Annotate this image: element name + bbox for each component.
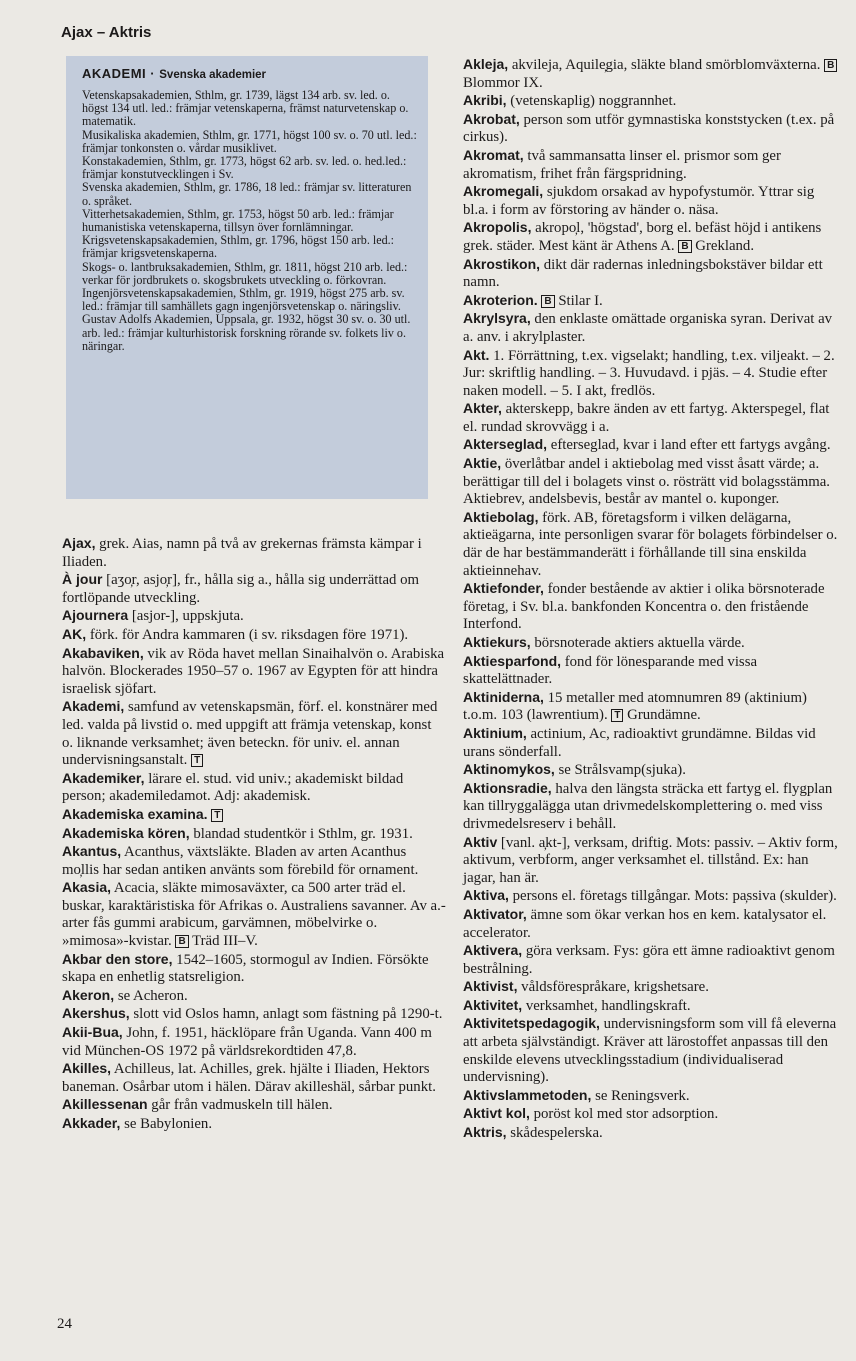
entry-definition: halva den längsta sträcka ett fartyg el. flygplan kan tillryggalägga utan drivmedelskomplettering o. med viss drivmedelsreserv i behåll. — [463, 780, 833, 832]
entry-headword: Akter, — [463, 400, 502, 417]
sidebar-title-separator: · — [150, 66, 156, 81]
entry-definition: [aʒo̦r, asjo̦r], fr., hålla sig a., hålla sig underrättad om fortlöpande utveckling. — [62, 572, 420, 606]
dictionary-entry — [62, 645, 446, 699]
akademi-sidebar-box — [66, 56, 428, 499]
entry-definition: akvileja, Aquile̦gia, släkte bland smörblomväxterna. — [508, 57, 821, 73]
entry-definition: fonder bestående av aktier i olika börsnoterade företag, i Sv. bl.a. bankfonden Koncentra o. den fristående Interfond. — [463, 581, 825, 633]
entry-headword: AK, — [62, 625, 87, 642]
entry-headword: Aktivt kol, — [463, 1105, 530, 1122]
dictionary-entry — [463, 256, 843, 292]
dictionary-entry — [463, 761, 843, 780]
entry-headword: Akkader, — [62, 1115, 121, 1131]
dictionary-entry — [463, 111, 843, 147]
entry-definition: 1542–1605, stormogul av Indien. Försökte skapa en enhetlig statsreligion. — [62, 951, 429, 986]
akademi-item: Gustav Adolfs Akademien, Uppsala, gr. 1932, högst 30 sv. o. 30 utl. arb. led.: främjar kulturhistorisk forskning rörande sv. folkets liv o. näringar. — [82, 312, 411, 353]
entry-definition: poröst kol med stor adsorption. — [529, 1106, 719, 1123]
entry-definition: John, f. 1951, häcklöpare från Uganda. Vann 400 m vid München-OS 1972 på världsrekordtiden 47,8. — [62, 1025, 432, 1059]
entry-headword: Aktivator, — [463, 905, 527, 922]
sidebar-title — [82, 66, 418, 81]
akademi-item: Konstakademien, Sthlm, gr. 1773, högst 62 arb. sv. led. o. hed.led.: främjar konstutvecklingen i Sv. — [82, 154, 407, 182]
entry-definition: fond för lönesparande med vissa skattelättnader. — [463, 653, 758, 688]
entry-headword: Akromat, — [463, 146, 524, 163]
entry-headword: Akademiska examina. — [62, 805, 208, 822]
dictionary-entry — [62, 770, 446, 806]
dictionary-entry — [463, 1124, 843, 1143]
entry-headword: Akillessenan — [62, 1096, 148, 1113]
entry-headword: Akroterion. — [463, 291, 538, 308]
entry-definition: Acanthus, växtsläkte. Bladen av arten Acanthus mo̦llis har sedan antiken använts som förebild för ornament. — [62, 844, 419, 878]
entry-definition: 1. Förrättning, t.ex. vigselakt; handling, t.ex. viljeakt. – 2. Jur: skriftlig handling. – 3. Huvudavd. i pjäs. – 4. Studie efter naken modell. – 5. I akt, fredlös. — [463, 347, 835, 399]
dictionary-entry — [463, 183, 843, 219]
akademi-item: Svenska akademien, Sthlm, gr. 1786, 18 led.: främjar sv. litteraturen o. språket. — [82, 180, 412, 208]
entry-reference: Grekland. — [691, 237, 755, 254]
cross-reference-icon: T — [191, 754, 203, 767]
entry-reference: Blommor IX. — [463, 74, 543, 91]
dictionary-entry — [62, 806, 446, 825]
dictionary-entry — [463, 219, 843, 255]
entry-headword: Akt. — [463, 346, 490, 363]
dictionary-entry — [463, 1087, 843, 1106]
dictionary-entry — [463, 834, 843, 888]
dictionary-entry — [62, 698, 446, 769]
entry-headword: Aktiefonder, — [463, 580, 544, 597]
dictionary-entry — [463, 509, 843, 580]
entry-definition: verksamhet, handlingskraft. — [522, 997, 691, 1014]
sidebar-items — [82, 89, 418, 353]
entry-definition: (vetenskaplig) noggrannhet. — [506, 93, 677, 110]
dictionary-entry — [463, 997, 843, 1016]
dictionary-entry — [463, 942, 843, 978]
entry-definition: lärare el. stud. vid univ.; akademiskt bildad person; akademiledamot. Adj: akademisk. — [62, 770, 404, 805]
entry-definition: blandad studentkör i Sthlm, gr. 1931. — [189, 825, 413, 842]
entry-headword: Akantus, — [62, 843, 122, 860]
entry-definition: persons el. företags tillgångar. Mots: pa̦ssiva (skulder). — [508, 888, 837, 905]
entry-headword: Akbar den store, — [62, 950, 173, 967]
entry-headword: Akademiska kören, — [62, 824, 190, 841]
entry-headword: Aktinium, — [463, 724, 527, 741]
akademi-item: Musikaliska akademien, Sthlm, gr. 1771, högst 100 sv. o. 70 utl. led.: främjar tonkonsten o. vårdar musiklivet. — [82, 127, 417, 155]
dictionary-entry — [62, 607, 446, 626]
entry-headword: Akribi, — [463, 92, 507, 109]
dictionary-entry — [463, 310, 843, 346]
entry-headword: À jour — [62, 571, 103, 588]
entry-definition: sjukdom orsakad av hypofystumör. Yttrar sig bl.a. i form av förstoring av händer o. näsa. — [463, 184, 815, 218]
entry-definition: slott vid Oslos hamn, anlagt som fästning på 1290-t. — [129, 1006, 443, 1023]
entry-definition: efterseglad, kvar i land efter ett fartygs avgång. — [547, 437, 831, 454]
dictionary-entry — [463, 56, 843, 92]
dictionary-entry — [463, 400, 843, 436]
entry-headword: Akii-Bua, — [62, 1024, 123, 1041]
dictionary-entry — [62, 571, 446, 607]
entry-headword: Aktivitet, — [463, 996, 523, 1013]
entry-definition: vik av Röda havet mellan Sinaihalvön o. Arabiska halvön. Blockerades 1950–57 o. 1967 av Egypten för att hindra israelisk sjöfart. — [62, 645, 445, 697]
akademi-item: Vetenskapsakademien, Sthlm, gr. 1739, lägst 134 arb. sv. led. o. högst 134 utl. led.: främjar vetenskaperna, främst naturvetenskap o. matematik. — [82, 88, 409, 129]
entry-headword: Aktris, — [463, 1124, 507, 1141]
sidebar-title-main: AKADEMI — [82, 66, 147, 81]
cross-reference-icon: B — [541, 295, 554, 308]
entry-definition: börsnoterade aktiers aktuella värde. — [530, 635, 745, 651]
dictionary-entry — [62, 626, 446, 645]
entry-headword: Aktiv — [463, 833, 498, 850]
entry-definition: våldsförespråkare, krigshetsare. — [517, 979, 709, 996]
entry-headword: Akrostikon, — [463, 255, 541, 272]
entry-definition: förk. AB, företagsform i vilken delägarna, aktieägarna, inte personligen svarar för bolagets förbindelser o. där de har bestämmanderätt i förhållande till sina enskilda aktieinnehav. — [463, 509, 838, 579]
dictionary-entry — [62, 843, 446, 879]
dictionary-entry — [62, 825, 446, 844]
entry-headword: Akeron, — [62, 986, 115, 1003]
dictionary-entry — [463, 780, 843, 834]
dictionary-entry — [463, 455, 843, 509]
dictionary-entry — [62, 1024, 446, 1060]
dictionary-entry — [463, 1105, 843, 1124]
entry-headword: Aktiekurs, — [463, 634, 531, 650]
dictionary-entry — [62, 1005, 446, 1024]
entry-definition: dikt där radernas inledningsbokstäver bildar ett namn. — [463, 256, 823, 291]
dictionary-entry — [463, 580, 843, 634]
entry-headword: Aktinomykos, — [463, 761, 555, 778]
entry-definition: två sammansatta linser el. prismor som ger akromatism, frihet från färgspridning. — [463, 147, 781, 182]
entry-reference: Stilar I. — [554, 292, 603, 309]
entry-definition: actinium, Ac, radioaktivt grundämne. Bildas vid urans sönderfall. — [463, 725, 816, 760]
entry-definition: Achilleus, lat. Achilles, grek. hjälte i Iliaden, Hektors baneman. Osårbar utom i hälen. Därav akilleshäl, sårbar punkt. — [62, 1061, 436, 1095]
entry-headword: Akrobat, — [463, 110, 520, 127]
entry-definition: se Strålsvamp(sjuka). — [554, 762, 686, 779]
entry-headword: Akasia, — [62, 879, 112, 896]
right-column — [463, 56, 843, 1143]
entry-definition: förk. för Andra kammaren (i sv. riksdagen före 1971). — [86, 626, 409, 643]
dictionary-entry — [463, 978, 843, 997]
entry-headword: Aktionsradie, — [463, 779, 552, 796]
entry-headword: Akilles, — [62, 1060, 112, 1077]
entry-reference: Grundämne. — [623, 707, 701, 724]
entry-definition: skådespelerska. — [506, 1125, 603, 1142]
entry-headword: Aktiniderna, — [463, 688, 544, 705]
dictionary-entry — [62, 987, 446, 1006]
entry-headword: Aktiebolag, — [463, 508, 539, 525]
akademi-item: Vitterhetsakademien, Sthlm, gr. 1753, högst 50 arb. led.: främjar humanistiska vetenskaperna, tillsyn över fornlämningar. — [82, 206, 394, 235]
entry-definition: går från vadmuskeln till hälen. — [147, 1097, 333, 1114]
entry-headword: Akromegali, — [463, 183, 544, 200]
entry-headword: Akademiker, — [62, 769, 145, 786]
entry-headword: Akershus, — [62, 1005, 130, 1022]
akademi-item: Ingenjörsvetenskapsakademien, Sthlm, gr. 1919, högst 275 arb. sv. led.: främjar till samhällets gagn ingenjörsvetenskap o. näringsliv. — [82, 286, 405, 314]
dictionary-entry — [463, 725, 843, 761]
entry-definition: akropo̦l, 'högstad', borg el. befäst höjd i antikens grek. städer. Mest känt är Athens A. — [463, 220, 822, 254]
dictionary-entry — [463, 147, 843, 183]
dictionary-entry — [62, 1060, 446, 1096]
entry-headword: Ajax, — [62, 535, 96, 551]
entry-headword: Aktie, — [463, 455, 502, 472]
entry-headword: Aktivera, — [463, 942, 523, 959]
entry-headword: Aktivitetspedagogik, — [463, 1015, 600, 1032]
page-number: 24 — [57, 1316, 72, 1332]
entry-definition: [vanl. a̦kt-], verksam, driftig. Mots: passiv. – Aktiv form, aktivum, verbform, anger verksamhet el. tillstånd. Ex: han jagar, han är. — [463, 834, 838, 886]
cross-reference-icon: B — [175, 935, 188, 948]
entry-definition: se Babylonien. — [120, 1116, 213, 1132]
entry-definition: överlåtbar andel i aktiebolag med visst åsatt värde; a. berättigar till del i bolagets vinst o. rösträtt vid bolagsstämma. Aktiebrev, andelsbevis, består av mantel o. kuponger. — [463, 456, 830, 508]
entry-definition: se Reningsverk. — [591, 1087, 690, 1104]
akademi-item: Skogs- o. lantbruksakademien, Sthlm, gr. 1811, högst 210 arb. led.: verkar för jordbrukets o. skogsbrukets utveckling o. förkovran. — [82, 259, 408, 287]
entry-definition: akterskepp, bakre änden av ett fartyg. Akterspegel, flat el. rundad skrovvägg i a. — [463, 401, 830, 435]
entry-reference: Träd III–V. — [188, 933, 258, 950]
dictionary-entry — [62, 535, 446, 571]
entry-definition: grek. Aias, namn på två av grekernas främsta kämpar i Iliaden. — [62, 536, 422, 570]
entry-definition: [asjor-], uppskjuta. — [128, 608, 244, 625]
cross-reference-icon: T — [611, 709, 623, 722]
dictionary-entry — [62, 1096, 446, 1115]
entry-headword: Akademi, — [62, 698, 125, 715]
dictionary-entry — [463, 906, 843, 942]
left-column — [62, 535, 446, 1134]
entry-definition: samfund av vetenskapsmän, förf. el. konstnärer med led. valda på livstid o. med uppgift att främja vetenskap, konst o. liknande verksamhet; även beteckn. för univ. el. annan undervisningsanstalt. — [62, 699, 438, 769]
entry-headword: Aktiesparfond, — [463, 652, 562, 669]
entry-definition: undervisningsform som vill få eleverna att arbeta självständigt. Kräver att lärostoffet anpassas till den enskilde elevens utvecklingsstadium (individualiserad undervisning). — [463, 1016, 837, 1086]
running-header: Ajax – Aktris — [61, 24, 152, 41]
entry-definition: Acacia, släkte mimosaväxter, ca 500 arter träd el. buskar, karaktäristiska för Afrikas o. Australiens savanner. Av a.-arter fås gummi arabicum, garvämnen, möbelvirke o. »mimosa»-kvistar. — [62, 880, 446, 950]
entry-headword: Aktivist, — [463, 978, 518, 995]
dictionary-entry — [463, 292, 843, 311]
cross-reference-icon: T — [211, 809, 223, 822]
dictionary-entry — [463, 887, 843, 906]
entry-headword: Akterseglad, — [463, 436, 548, 453]
akademi-item: Krigsvetenskapsakademien, Sthlm, gr. 1796, högst 150 arb. led.: främjar krigsvetenskaperna. — [82, 233, 395, 261]
entry-definition: se Acheron. — [114, 987, 188, 1004]
entry-definition: den enklaste omättade organiska syran. Derivat av a. anv. i akrylplaster. — [463, 311, 833, 345]
dictionary-entry — [62, 1115, 446, 1134]
entry-definition: ämne som ökar verkan hos en kem. katalysator el. accelerator. — [463, 906, 827, 941]
dictionary-entry — [463, 1015, 843, 1086]
entry-headword: Akrylsyra, — [463, 310, 531, 327]
cross-reference-icon: B — [824, 59, 837, 72]
entry-definition: person som utför gymnastiska konststycken (t.ex. på cirkus). — [463, 111, 835, 146]
entry-definition: 15 metaller med atomnumren 89 (aktinium) t.o.m. 103 (lawrentium). — [463, 689, 807, 724]
dictionary-entry — [463, 634, 843, 653]
entry-headword: Aklеja, — [463, 56, 509, 72]
dictionary-entry — [463, 653, 843, 689]
dictionary-entry — [463, 689, 843, 725]
entry-headword: Aktivslammetoden, — [463, 1086, 592, 1103]
entry-headword: Ajournera — [62, 607, 129, 624]
cross-reference-icon: B — [678, 240, 691, 253]
entry-headword: Akropolis, — [463, 219, 532, 236]
entry-headword: Akabaviken, — [62, 644, 144, 661]
dictionary-entry — [62, 951, 446, 987]
dictionary-entry — [463, 92, 843, 111]
entry-headword: Aktiva, — [463, 887, 509, 904]
dictionary-entry — [463, 347, 843, 401]
dictionary-entry — [62, 879, 446, 950]
dictionary-entry — [463, 436, 843, 455]
entry-definition: göra verksam. Fys: göra ett ämne radioaktivt genom bestrålning. — [463, 943, 835, 977]
sidebar-subtitle: Svenska akademier — [159, 69, 267, 81]
